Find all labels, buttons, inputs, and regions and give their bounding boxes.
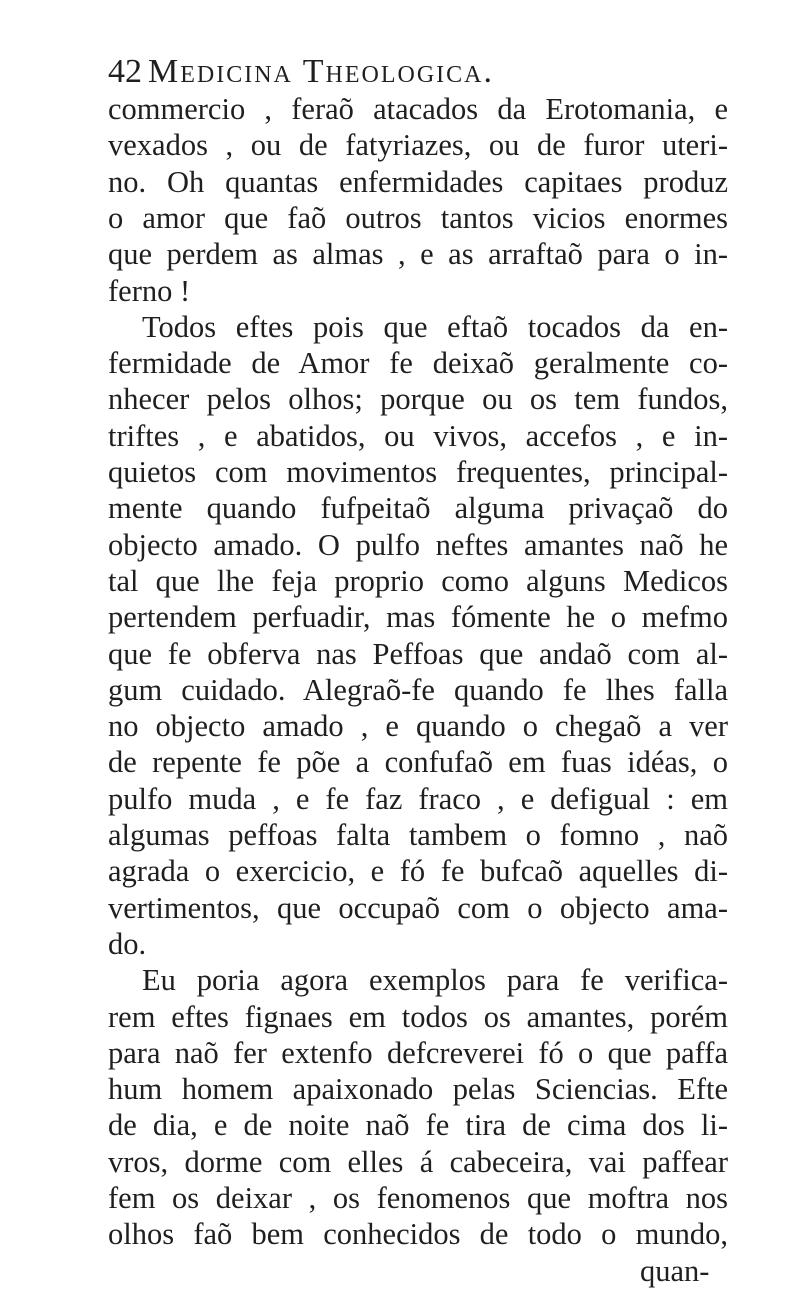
text-line: vexados , ou de fatyriazes, ou de furor uteri-: [108, 128, 728, 163]
text-line: de repente fe põe a confufaõ em fuas idéas, o: [108, 745, 728, 780]
text-line: no. Oh quantas enfermidades capitaes produz: [108, 164, 728, 199]
text-line: pulfo muda , e fe faz fraco , e defigual : em: [108, 781, 728, 816]
text-line: no objecto amado , e quando o chegaõ a ver: [108, 709, 728, 744]
text-line: fermidade de Amor fe deixaõ geralmente co-: [108, 346, 728, 381]
text-line: hum homem apaixonado pelas Sciencias. Efte: [108, 1072, 728, 1107]
text-line: que perdem as almas , e as arraftaõ para o in-: [108, 237, 728, 272]
text-line: algumas peffoas falta tambem o fomno , naõ: [108, 818, 728, 852]
text-line: nhecer pelos olhos; porque ou os tem fundos,: [108, 382, 728, 417]
text-line: vros, dorme com elles á cabeceira, vai paffear: [108, 1144, 728, 1179]
text-line: de dia, e de noite naõ fe tira de cima dos li-: [108, 1108, 728, 1143]
text-line: olhos faõ bem conhecidos de todo o mundo,: [108, 1217, 728, 1252]
text-line: vertimentos, que occupaõ com o objecto ama-: [108, 890, 728, 925]
text-line: mente quando fufpeitaõ alguma privaçaõ do: [108, 491, 728, 526]
paragraph-start-line: Todos eftes pois que eftaõ tocados da en-: [142, 309, 728, 344]
text-line: ferno !: [108, 273, 191, 308]
text-line: que fe obferva nas Peffoas que andaõ com al-: [108, 636, 728, 671]
text-line: agrada o exercicio, e fó fe bufcaõ aquelles di-: [108, 854, 728, 889]
page-header: [108, 52, 718, 92]
text-line: tal que lhe feja proprio como alguns Medicos: [108, 563, 728, 598]
text-line: do.: [108, 926, 147, 961]
text-line: objecto amado. O pulfo neftes amantes naõ he: [108, 527, 728, 562]
running-title: Medicina Theologica.: [148, 53, 495, 90]
text-line: o amor que faõ outros tantos vicios enormes: [108, 200, 728, 235]
text-line: pertendem perfuadir, mas fómente he o mefmo: [108, 600, 728, 635]
page-number: 42: [108, 53, 142, 90]
text-line: quietos com movimentos frequentes, principal-: [108, 455, 728, 489]
catchword-text: quan-: [640, 1253, 710, 1288]
text-line: gum cuidado. Alegraõ-fe quando fe lhes falla: [108, 672, 728, 707]
text-line: fem os deixar , os fenomenos que moftra nos: [108, 1181, 728, 1215]
text-line: para naõ fer extenfo defcreverei fó o que paffa: [108, 1035, 728, 1070]
text-line: rem eftes fignaes em todos os amantes, porém: [108, 999, 728, 1034]
text-line: commercio , feraõ atacados da Erotomania, e: [108, 92, 728, 126]
paragraph-start-line: Eu poria agora exemplos para fe verifica-: [142, 963, 728, 998]
text-line: triftes , e abatidos, ou vivos, accefos , e in-: [108, 418, 728, 453]
